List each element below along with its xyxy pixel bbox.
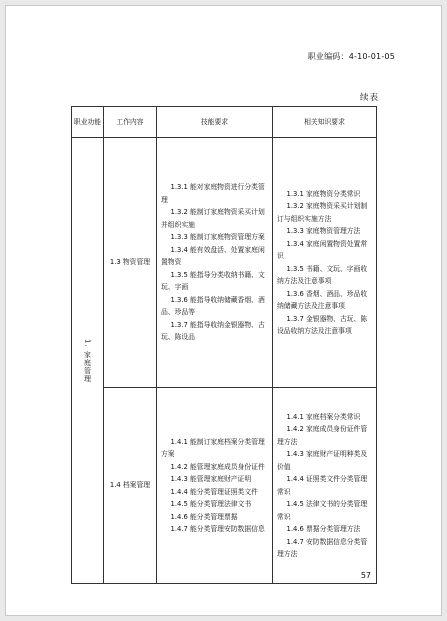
knowledge-item: 1.4.5 法律文书的分类管理常识 [277, 500, 368, 521]
header-function: 职业功能 [72, 107, 104, 138]
knowledge-item: 1.4.2 家庭成员身份证件管理方法 [277, 425, 368, 446]
skill-item: 1.3.3 能制订家庭物资管理方案 [170, 233, 265, 242]
knowledge-item: 1.4.7 安防数据信息分类管理方法 [277, 537, 368, 558]
skills-list [157, 181, 272, 344]
skill-item: 1.3.7 能指导收纳金银器物、古玩、陈设品 [161, 320, 265, 342]
continued-label: 续表 [359, 93, 379, 103]
skill-item: 1.4.5 能分类管理法律文书 [170, 500, 252, 508]
knowledge-item: 1.3.1 家庭物资分类常识 [286, 189, 361, 198]
knowledge-item: 1.3.7 金银器物、古玩、陈设品收纳方法及注意事项 [277, 314, 368, 335]
table-row [72, 138, 377, 388]
skill-item: 1.4.2 能管理家庭成员身份证件 [170, 462, 265, 471]
skill-item: 1.4.4 能分类管理证照类文件 [170, 487, 258, 496]
knowledge-item: 1.3.4 家庭闲置物资处置常识 [277, 239, 368, 260]
table-row [72, 388, 377, 584]
knowledge-item: 1.4.3 家庭财产证明种类及价值 [277, 450, 368, 471]
work-cell [104, 388, 157, 584]
skill-item: 1.3.5 能指导分类收纳书籍、文玩、字画 [161, 270, 265, 292]
occupation-code: 职业编码：4-10-01-05 [307, 52, 395, 61]
skill-item: 1.3.4 能有效盘活、处置家庭闲置物资 [161, 245, 265, 267]
skills-list [157, 436, 272, 536]
page-number: 57 [360, 571, 371, 580]
header-skill-requirements: 技能要求 [157, 107, 273, 138]
document-page [5, 5, 442, 616]
skills-table [71, 106, 377, 584]
skill-item: 1.3.6 能指导收纳储藏香烟、酒品、珍品等 [161, 295, 265, 317]
skill-item: 1.4.6 能分类管理票据 [170, 512, 238, 521]
header-work-content: 工作内容 [104, 107, 157, 138]
knowledge-item: 1.3.5 书籍、文玩、字画收纳方法及注意事项 [277, 264, 368, 285]
work-label: 1.4 档案管理 [109, 481, 151, 490]
function-label: 1. 家庭管理 [83, 338, 92, 383]
table-header-row [72, 107, 377, 138]
work-cell [104, 138, 157, 388]
knowledge-list [273, 411, 376, 561]
header-knowledge-requirements: 相关知识要求 [273, 107, 377, 138]
knowledge-item: 1.4.1 家庭档案分类常识 [286, 412, 361, 421]
knowledge-cell [273, 388, 377, 584]
knowledge-item: 1.3.6 香烟、酒品、珍品收纳储藏方法及注意事项 [277, 289, 368, 310]
function-cell [72, 138, 104, 584]
skill-item: 1.4.3 能管理家庭财产证明 [170, 475, 252, 483]
knowledge-item: 1.4.4 证照类文件分类管理常识 [277, 475, 368, 496]
skills-cell [157, 138, 273, 388]
knowledge-item: 1.4.6 票据分类管理方法 [286, 525, 361, 533]
skill-item: 1.3.2 能制订家庭物资采买计划并组织实施 [161, 208, 265, 229]
knowledge-list [273, 188, 376, 338]
skill-item: 1.3.1 能对家庭物资进行分类管理 [161, 183, 265, 204]
skill-item: 1.4.7 能分类管理安防数据信息 [170, 525, 265, 533]
knowledge-item: 1.3.3 家庭物资管理方法 [286, 227, 361, 235]
skill-item: 1.4.1 能制订家庭档案分类管理方案 [161, 437, 265, 458]
knowledge-cell [273, 138, 377, 388]
skills-cell [157, 388, 273, 584]
knowledge-item: 1.3.2 家庭物资采买计划制订与组织实施方法 [277, 202, 368, 223]
work-label: 1.3 物资管理 [109, 258, 151, 267]
